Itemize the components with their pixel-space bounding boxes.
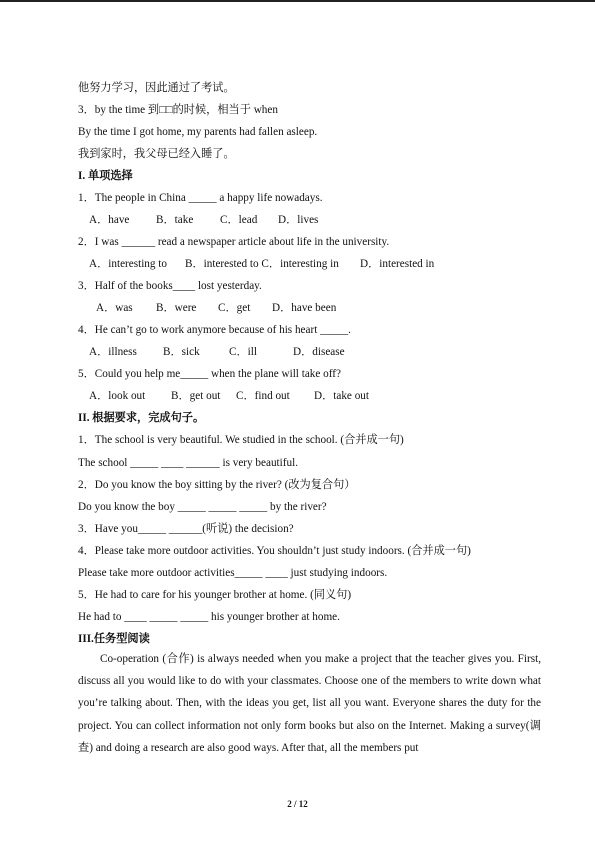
section-heading: III.任务型阅读 [78,633,150,645]
question-stem: 4．He can’t go to work anymore because of his heart _____. [78,324,351,336]
exercise-line: He had to ____ _____ _____ his younger brother at home. [78,611,340,623]
option: C．find out [236,390,290,402]
question-stem: 1．The people in China _____ a happy life nowadays. [78,192,323,204]
exercise-line: 5．He had to care for his younger brother at home. (同义句) [78,589,352,601]
exercise-line: The school _____ ____ ______ is very beautiful. [78,457,298,469]
option: D．disease [293,346,345,358]
option: B．sick [163,346,200,358]
question-options [89,257,434,271]
exercise-line: 3．Have you_____ ______(听说) the decision? [78,523,294,535]
option: C．ill [229,346,257,358]
exercise-line: 1．The school is very beautiful. We studied in the school. (合并成一句) [78,434,404,446]
option: B．take [156,214,194,226]
question-stem: 5．Could you help me_____ when the plane will take off? [78,368,341,380]
text-line: 我到家时，我父母已经入睡了。 [78,148,235,160]
question-options [89,213,318,227]
option: A．look out [89,390,146,402]
option: A．interesting to [89,258,167,270]
page-number: 2 / 12 [287,799,308,809]
option: C．lead [220,214,258,226]
question-options [89,345,345,359]
option: D．take out [314,390,369,402]
option: B．get out [171,390,221,402]
reading-paragraph: Co-operation (合作) is always needed when you make a project that the teacher gives you. First, discuss all you would like to do with your classmates. Choose one of the members to write down what you’re talking about. Then, with the ideas you get, list all you want. Everyone shares the duty for the project. You can collect information not only form books but also on the Internet. Making a survey(调查) and doing a research are also good ways. After that, all the members put [78,653,541,754]
question-stem: 3．Half of the books____ lost yesterday. [78,280,262,292]
option: D．interested in [360,258,435,270]
option: D．lives [278,214,319,226]
option: C．get [218,302,251,314]
section-heading: II. 根据要求，完成句子。 [78,412,205,424]
option: A．illness [89,346,137,358]
question-options [89,389,369,403]
option: B．interested to C．interesting in [185,258,339,270]
section-heading: I. 单项选择 [78,170,133,182]
option: B．were [156,302,197,314]
option: A．was [96,302,133,314]
text-line: By the time I got home, my parents had fallen asleep. [78,126,318,138]
question-options [96,301,336,315]
exercise-line: Please take more outdoor activities_____ ____ just studying indoors. [78,567,388,579]
question-stem: 2．I was ______ read a newspaper article about life in the university. [78,236,390,248]
exercise-line: Do you know the boy _____ _____ _____ by the river? [78,501,327,513]
exercise-line: 2．Do you know the boy sitting by the river? (改为复合句） [78,479,356,491]
option: D．have been [272,302,337,314]
top-rule [0,0,595,2]
exercise-line: 4．Please take more outdoor activities. You shouldn’t just study indoors. (合并成一句) [78,545,471,557]
text-line: 他努力学习，因此通过了考试。 [78,82,235,94]
text-line: 3．by the time 到□□的时候，相当于 when [78,104,278,116]
option: A．have [89,214,130,226]
